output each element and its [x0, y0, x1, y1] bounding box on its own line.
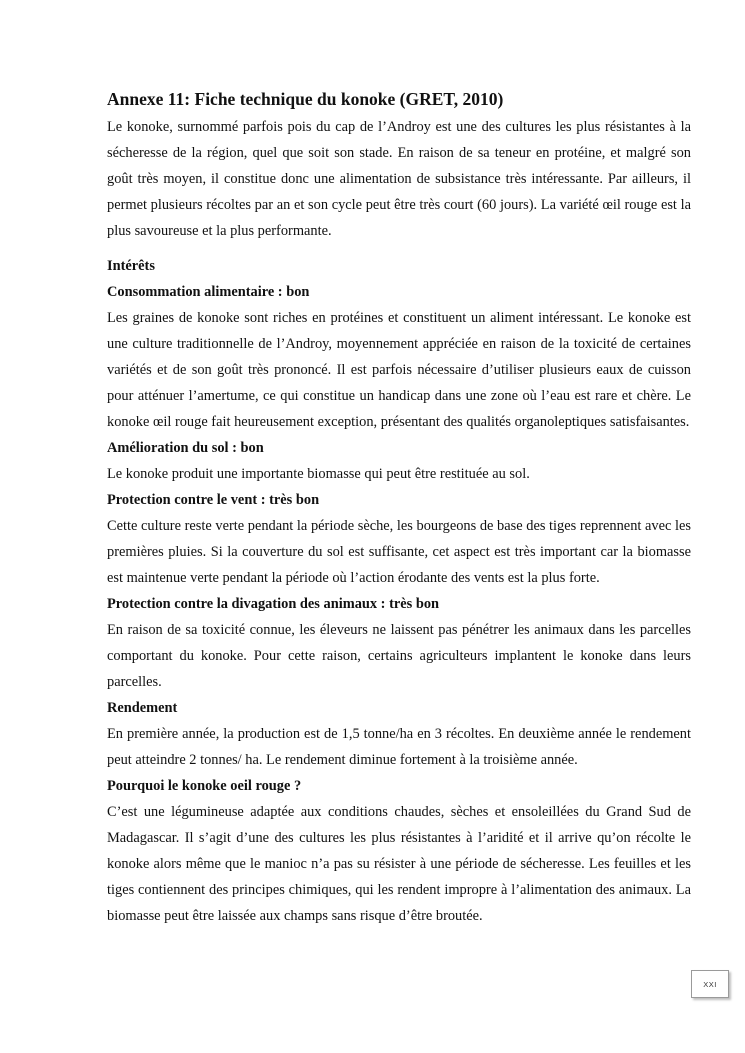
pourquoi-paragraph: C’est une légumineuse adaptée aux conditions chaudes, sèches et ensoleillées du Grand Sud de Madagascar. Il s’agit d’une des cultures les plus résistantes à l’aridité et il arrive qu’on récolte le konoke alors même que le manioc n’a pas su résister à une période de sécheresse. Les feuilles et les tiges contiennent des principes chimiques, qui les rendent impropre à l’alimentation des animaux. La biomasse peut être laissée aux champs sans risque d’être broutée.: [107, 804, 691, 924]
consommation-heading: Consommation alimentaire : bon: [107, 284, 310, 300]
pourquoi-heading: Pourquoi le konoke oeil rouge ?: [107, 778, 302, 794]
section-gap: [107, 244, 691, 253]
rendement-heading: Rendement: [107, 700, 178, 716]
vent-heading: Protection contre le vent : très bon: [107, 492, 320, 508]
vent-paragraph: Cette culture reste verte pendant la période sèche, les bourgeons de base des tiges reprennent avec les premières pluies. Si la couverture du sol est suffisante, cet aspect est très important car la biomasse est maintenue verte pendant la période où l’action érodante des vents est la plus forte.: [107, 518, 691, 586]
interets-heading: Intérêts: [107, 258, 155, 274]
page-number-box: XXI: [691, 970, 729, 998]
document-page: [107, 86, 691, 929]
animaux-paragraph: En raison de sa toxicité connue, les éleveurs ne laissent pas pénétrer les animaux dans les parcelles comportant du konoke. Pour cette raison, certains agriculteurs implantent le konoke dans leurs parcelles.: [107, 622, 691, 690]
consommation-paragraph: Les graines de konoke sont riches en protéines et constituent un aliment intéressant. Le konoke est une culture traditionnelle de l’Androy, moyennement appréciée en raison de la toxicité de certaines variétés et de son goût très prononcé. Il est parfois nécessaire d’utiliser plusieurs eaux de cuisson pour atténuer l’amertume, ce qui constitue un handicap dans une zone où l’eau est rare et chère. Le konoke œil rouge fait heureusement exception, présentant des qualités organoleptiques satisfaisantes.: [107, 310, 691, 430]
animaux-heading: Protection contre la divagation des animaux : très bon: [107, 596, 440, 612]
sol-heading: Amélioration du sol : bon: [107, 440, 264, 456]
sol-paragraph: Le konoke produit une importante biomasse qui peut être restituée au sol.: [107, 466, 530, 482]
intro-paragraph: Le konoke, surnommé parfois pois du cap de l’Androy est une des cultures les plus résistantes à la sécheresse de la région, quel que soit son stade. En raison de sa teneur en protéine, et malgré son goût très moyen, il constitue donc une alimentation de subsistance très intéressante. Par ailleurs, il permet plusieurs récoltes par an et son cycle peut être très court (60 jours). La variété œil rouge est la plus savoureuse et la plus performante.: [107, 119, 691, 239]
rendement-paragraph: En première année, la production est de 1,5 tonne/ha en 3 récoltes. En deuxième année le rendement peut atteindre 2 tonnes/ ha. Le rendement diminue fortement à la troisième année.: [107, 726, 691, 768]
annex-title: Annexe 11: Fiche technique du konoke (GRET, 2010): [107, 89, 504, 109]
